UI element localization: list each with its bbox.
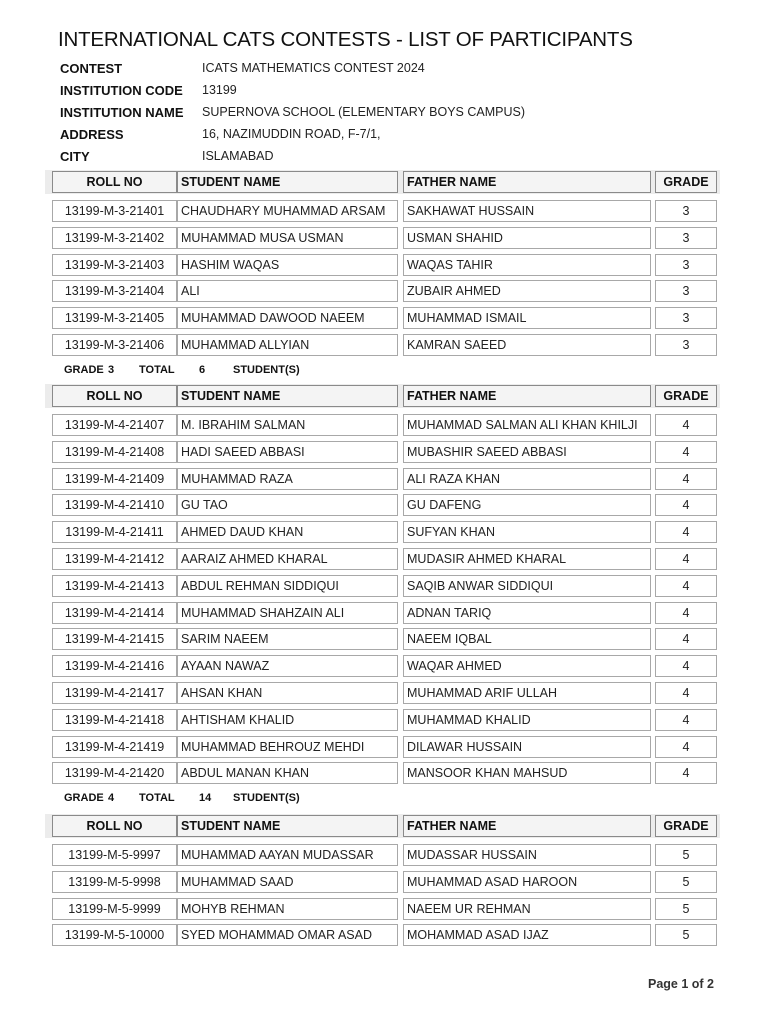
cell-roll-no: 13199-M-5-9998 xyxy=(52,871,177,893)
cell-father-name: DILAWAR HUSSAIN xyxy=(403,736,651,758)
cell-grade: 4 xyxy=(655,414,717,436)
cell-grade: 3 xyxy=(655,200,717,222)
header-student-name: STUDENT NAME xyxy=(177,171,398,193)
cell-student-name: MUHAMMAD SHAHZAIN ALI xyxy=(177,602,398,624)
grade-table xyxy=(45,384,720,809)
cell-student-name: MUHAMMAD AAYAN MUDASSAR xyxy=(177,844,398,866)
cell-grade: 3 xyxy=(655,280,717,302)
cell-grade: 4 xyxy=(655,628,717,650)
cell-grade: 4 xyxy=(655,468,717,490)
header-student-name: STUDENT NAME xyxy=(177,815,398,837)
cell-roll-no: 13199-M-4-21418 xyxy=(52,709,177,731)
cell-father-name: ZUBAIR AHMED xyxy=(403,280,651,302)
cell-father-name: ADNAN TARIQ xyxy=(403,602,651,624)
cell-father-name: MUDASIR AHMED KHARAL xyxy=(403,548,651,570)
cell-grade: 5 xyxy=(655,844,717,866)
cell-father-name: MUHAMMAD ASAD HAROON xyxy=(403,871,651,893)
cell-student-name: GU TAO xyxy=(177,494,398,516)
cell-grade: 4 xyxy=(655,548,717,570)
cell-father-name: SAQIB ANWAR SIDDIQUI xyxy=(403,575,651,597)
cell-student-name: MUHAMMAD DAWOOD NAEEM xyxy=(177,307,398,329)
table-row xyxy=(45,707,720,734)
cell-roll-no: 13199-M-3-21404 xyxy=(52,280,177,302)
info-label: CITY xyxy=(60,148,90,164)
summary-grade-value: 3 xyxy=(108,363,115,376)
cell-grade: 4 xyxy=(655,655,717,677)
cell-student-name: M. IBRAHIM SALMAN xyxy=(177,414,398,436)
table-row xyxy=(45,305,720,332)
cell-student-name: MUHAMMAD RAZA xyxy=(177,468,398,490)
cell-father-name: GU DAFENG xyxy=(403,494,651,516)
table-row xyxy=(45,653,720,680)
cell-father-name: NAEEM IQBAL xyxy=(403,628,651,650)
summary-total-value: 6 xyxy=(199,363,206,376)
header-father-name: FATHER NAME xyxy=(403,385,651,407)
cell-grade: 4 xyxy=(655,709,717,731)
summary-total-label: TOTAL xyxy=(139,792,175,805)
cell-student-name: MUHAMMAD ALLYIAN xyxy=(177,334,398,356)
table-row xyxy=(45,278,720,305)
info-value: ICATS MATHEMATICS CONTEST 2024 xyxy=(202,61,425,75)
cell-student-name: MUHAMMAD MUSA USMAN xyxy=(177,227,398,249)
cell-roll-no: 13199-M-3-21403 xyxy=(52,254,177,276)
table-row xyxy=(45,519,720,546)
cell-student-name: AHMED DAUD KHAN xyxy=(177,521,398,543)
cell-father-name: MUHAMMAD ARIF ULLAH xyxy=(403,682,651,704)
cell-grade: 4 xyxy=(655,441,717,463)
cell-roll-no: 13199-M-4-21420 xyxy=(52,762,177,784)
table-row xyxy=(45,492,720,519)
header-father-name: FATHER NAME xyxy=(403,815,651,837)
info-label: INSTITUTION CODE xyxy=(60,82,183,98)
table-row xyxy=(45,734,720,761)
info-label: ADDRESS xyxy=(60,126,124,142)
cell-student-name: ABDUL MANAN KHAN xyxy=(177,762,398,784)
header-student-name: STUDENT NAME xyxy=(177,385,398,407)
cell-roll-no: 13199-M-3-21401 xyxy=(52,200,177,222)
summary-grade-label: GRADE xyxy=(64,363,104,376)
cell-student-name: ALI xyxy=(177,280,398,302)
cell-grade: 5 xyxy=(655,924,717,946)
table-row xyxy=(45,600,720,627)
header-roll-no: ROLL NO xyxy=(52,171,177,193)
cell-roll-no: 13199-M-4-21417 xyxy=(52,682,177,704)
cell-roll-no: 13199-M-4-21411 xyxy=(52,521,177,543)
table-body xyxy=(45,842,720,949)
cell-grade: 3 xyxy=(655,254,717,276)
cell-roll-no: 13199-M-4-21409 xyxy=(52,468,177,490)
header-father-name: FATHER NAME xyxy=(403,171,651,193)
grade-summary xyxy=(45,787,720,809)
table-row xyxy=(45,896,720,923)
cell-student-name: AHSAN KHAN xyxy=(177,682,398,704)
cell-father-name: MUHAMMAD SALMAN ALI KHAN KHILJI xyxy=(403,414,651,436)
summary-grade-label: GRADE xyxy=(64,792,104,805)
table-row xyxy=(45,922,720,949)
table-header xyxy=(45,170,720,194)
header-grade: GRADE xyxy=(655,815,717,837)
cell-father-name: SAKHAWAT HUSSAIN xyxy=(403,200,651,222)
cell-father-name: ALI RAZA KHAN xyxy=(403,468,651,490)
cell-father-name: MUHAMMAD KHALID xyxy=(403,709,651,731)
cell-student-name: MUHAMMAD SAAD xyxy=(177,871,398,893)
cell-roll-no: 13199-M-4-21408 xyxy=(52,441,177,463)
table-row xyxy=(45,573,720,600)
cell-student-name: AARAIZ AHMED KHARAL xyxy=(177,548,398,570)
cell-grade: 4 xyxy=(655,575,717,597)
cell-grade: 4 xyxy=(655,682,717,704)
cell-student-name: SARIM NAEEM xyxy=(177,628,398,650)
cell-father-name: MOHAMMAD ASAD IJAZ xyxy=(403,924,651,946)
cell-father-name: MANSOOR KHAN MAHSUD xyxy=(403,762,651,784)
header-roll-no: ROLL NO xyxy=(52,385,177,407)
grade-summary xyxy=(45,359,720,381)
table-row xyxy=(45,412,720,439)
info-row-institution-name xyxy=(60,101,525,123)
table-row xyxy=(45,842,720,869)
cell-roll-no: 13199-M-4-21407 xyxy=(52,414,177,436)
table-header xyxy=(45,814,720,838)
cell-grade: 4 xyxy=(655,736,717,758)
cell-roll-no: 13199-M-5-9999 xyxy=(52,898,177,920)
cell-grade: 4 xyxy=(655,494,717,516)
summary-total-label: TOTAL xyxy=(139,363,175,376)
cell-father-name: MUDASSAR HUSSAIN xyxy=(403,844,651,866)
cell-grade: 3 xyxy=(655,307,717,329)
cell-roll-no: 13199-M-5-9997 xyxy=(52,844,177,866)
info-value: ISLAMABAD xyxy=(202,149,274,163)
table-row xyxy=(45,332,720,359)
cell-father-name: SUFYAN KHAN xyxy=(403,521,651,543)
cell-father-name: NAEEM UR REHMAN xyxy=(403,898,651,920)
info-row-city xyxy=(60,145,525,167)
cell-student-name: AYAAN NAWAZ xyxy=(177,655,398,677)
cell-father-name: WAQAR AHMED xyxy=(403,655,651,677)
document-title: INTERNATIONAL CATS CONTESTS - LIST OF PARTICIPANTS xyxy=(58,28,633,51)
cell-roll-no: 13199-M-4-21413 xyxy=(52,575,177,597)
cell-student-name: HADI SAEED ABBASI xyxy=(177,441,398,463)
table-row xyxy=(45,466,720,493)
cell-father-name: MUHAMMAD ISMAIL xyxy=(403,307,651,329)
cell-student-name: MUHAMMAD BEHROUZ MEHDI xyxy=(177,736,398,758)
cell-grade: 3 xyxy=(655,334,717,356)
grade-table xyxy=(45,170,720,381)
page-number: Page 1 of 2 xyxy=(648,977,714,991)
cell-father-name: WAQAS TAHIR xyxy=(403,254,651,276)
table-row xyxy=(45,869,720,896)
cell-student-name: SYED MOHAMMAD OMAR ASAD xyxy=(177,924,398,946)
header-grade: GRADE xyxy=(655,385,717,407)
info-value: 16, NAZIMUDDIN ROAD, F-7/1, xyxy=(202,127,381,141)
institution-info xyxy=(60,57,525,167)
summary-grade-value: 4 xyxy=(108,792,115,805)
cell-student-name: CHAUDHARY MUHAMMAD ARSAM xyxy=(177,200,398,222)
header-grade: GRADE xyxy=(655,171,717,193)
cell-roll-no: 13199-M-4-21412 xyxy=(52,548,177,570)
cell-roll-no: 13199-M-3-21402 xyxy=(52,227,177,249)
cell-student-name: ABDUL REHMAN SIDDIQUI xyxy=(177,575,398,597)
table-row xyxy=(45,760,720,787)
cell-student-name: AHTISHAM KHALID xyxy=(177,709,398,731)
cell-roll-no: 13199-M-3-21406 xyxy=(52,334,177,356)
info-value: 13199 xyxy=(202,83,237,97)
table-row xyxy=(45,680,720,707)
info-row-contest xyxy=(60,57,525,79)
cell-father-name: MUBASHIR SAEED ABBASI xyxy=(403,441,651,463)
table-row xyxy=(45,225,720,252)
cell-roll-no: 13199-M-4-21414 xyxy=(52,602,177,624)
table-body xyxy=(45,198,720,359)
cell-roll-no: 13199-M-4-21415 xyxy=(52,628,177,650)
cell-grade: 5 xyxy=(655,871,717,893)
table-row xyxy=(45,252,720,279)
cell-grade: 4 xyxy=(655,602,717,624)
info-label: CONTEST xyxy=(60,60,123,76)
header-roll-no: ROLL NO xyxy=(52,815,177,837)
grade-table xyxy=(45,814,720,949)
cell-grade: 4 xyxy=(655,521,717,543)
info-row-address xyxy=(60,123,525,145)
table-row xyxy=(45,546,720,573)
table-row xyxy=(45,198,720,225)
info-row-institution-code xyxy=(60,79,525,101)
table-header xyxy=(45,384,720,408)
cell-grade: 4 xyxy=(655,762,717,784)
cell-roll-no: 13199-M-5-10000 xyxy=(52,924,177,946)
summary-students-label: STUDENT(S) xyxy=(233,363,300,376)
cell-roll-no: 13199-M-4-21419 xyxy=(52,736,177,758)
cell-father-name: USMAN SHAHID xyxy=(403,227,651,249)
info-label: INSTITUTION NAME xyxy=(60,104,184,120)
cell-grade: 5 xyxy=(655,898,717,920)
cell-roll-no: 13199-M-3-21405 xyxy=(52,307,177,329)
table-row xyxy=(45,439,720,466)
cell-grade: 3 xyxy=(655,227,717,249)
cell-student-name: HASHIM WAQAS xyxy=(177,254,398,276)
table-row xyxy=(45,626,720,653)
summary-students-label: STUDENT(S) xyxy=(233,792,300,805)
cell-student-name: MOHYB REHMAN xyxy=(177,898,398,920)
cell-father-name: KAMRAN SAEED xyxy=(403,334,651,356)
cell-roll-no: 13199-M-4-21416 xyxy=(52,655,177,677)
table-body xyxy=(45,412,720,787)
summary-total-value: 14 xyxy=(199,792,212,805)
info-value: SUPERNOVA SCHOOL (ELEMENTARY BOYS CAMPUS) xyxy=(202,105,525,119)
cell-roll-no: 13199-M-4-21410 xyxy=(52,494,177,516)
